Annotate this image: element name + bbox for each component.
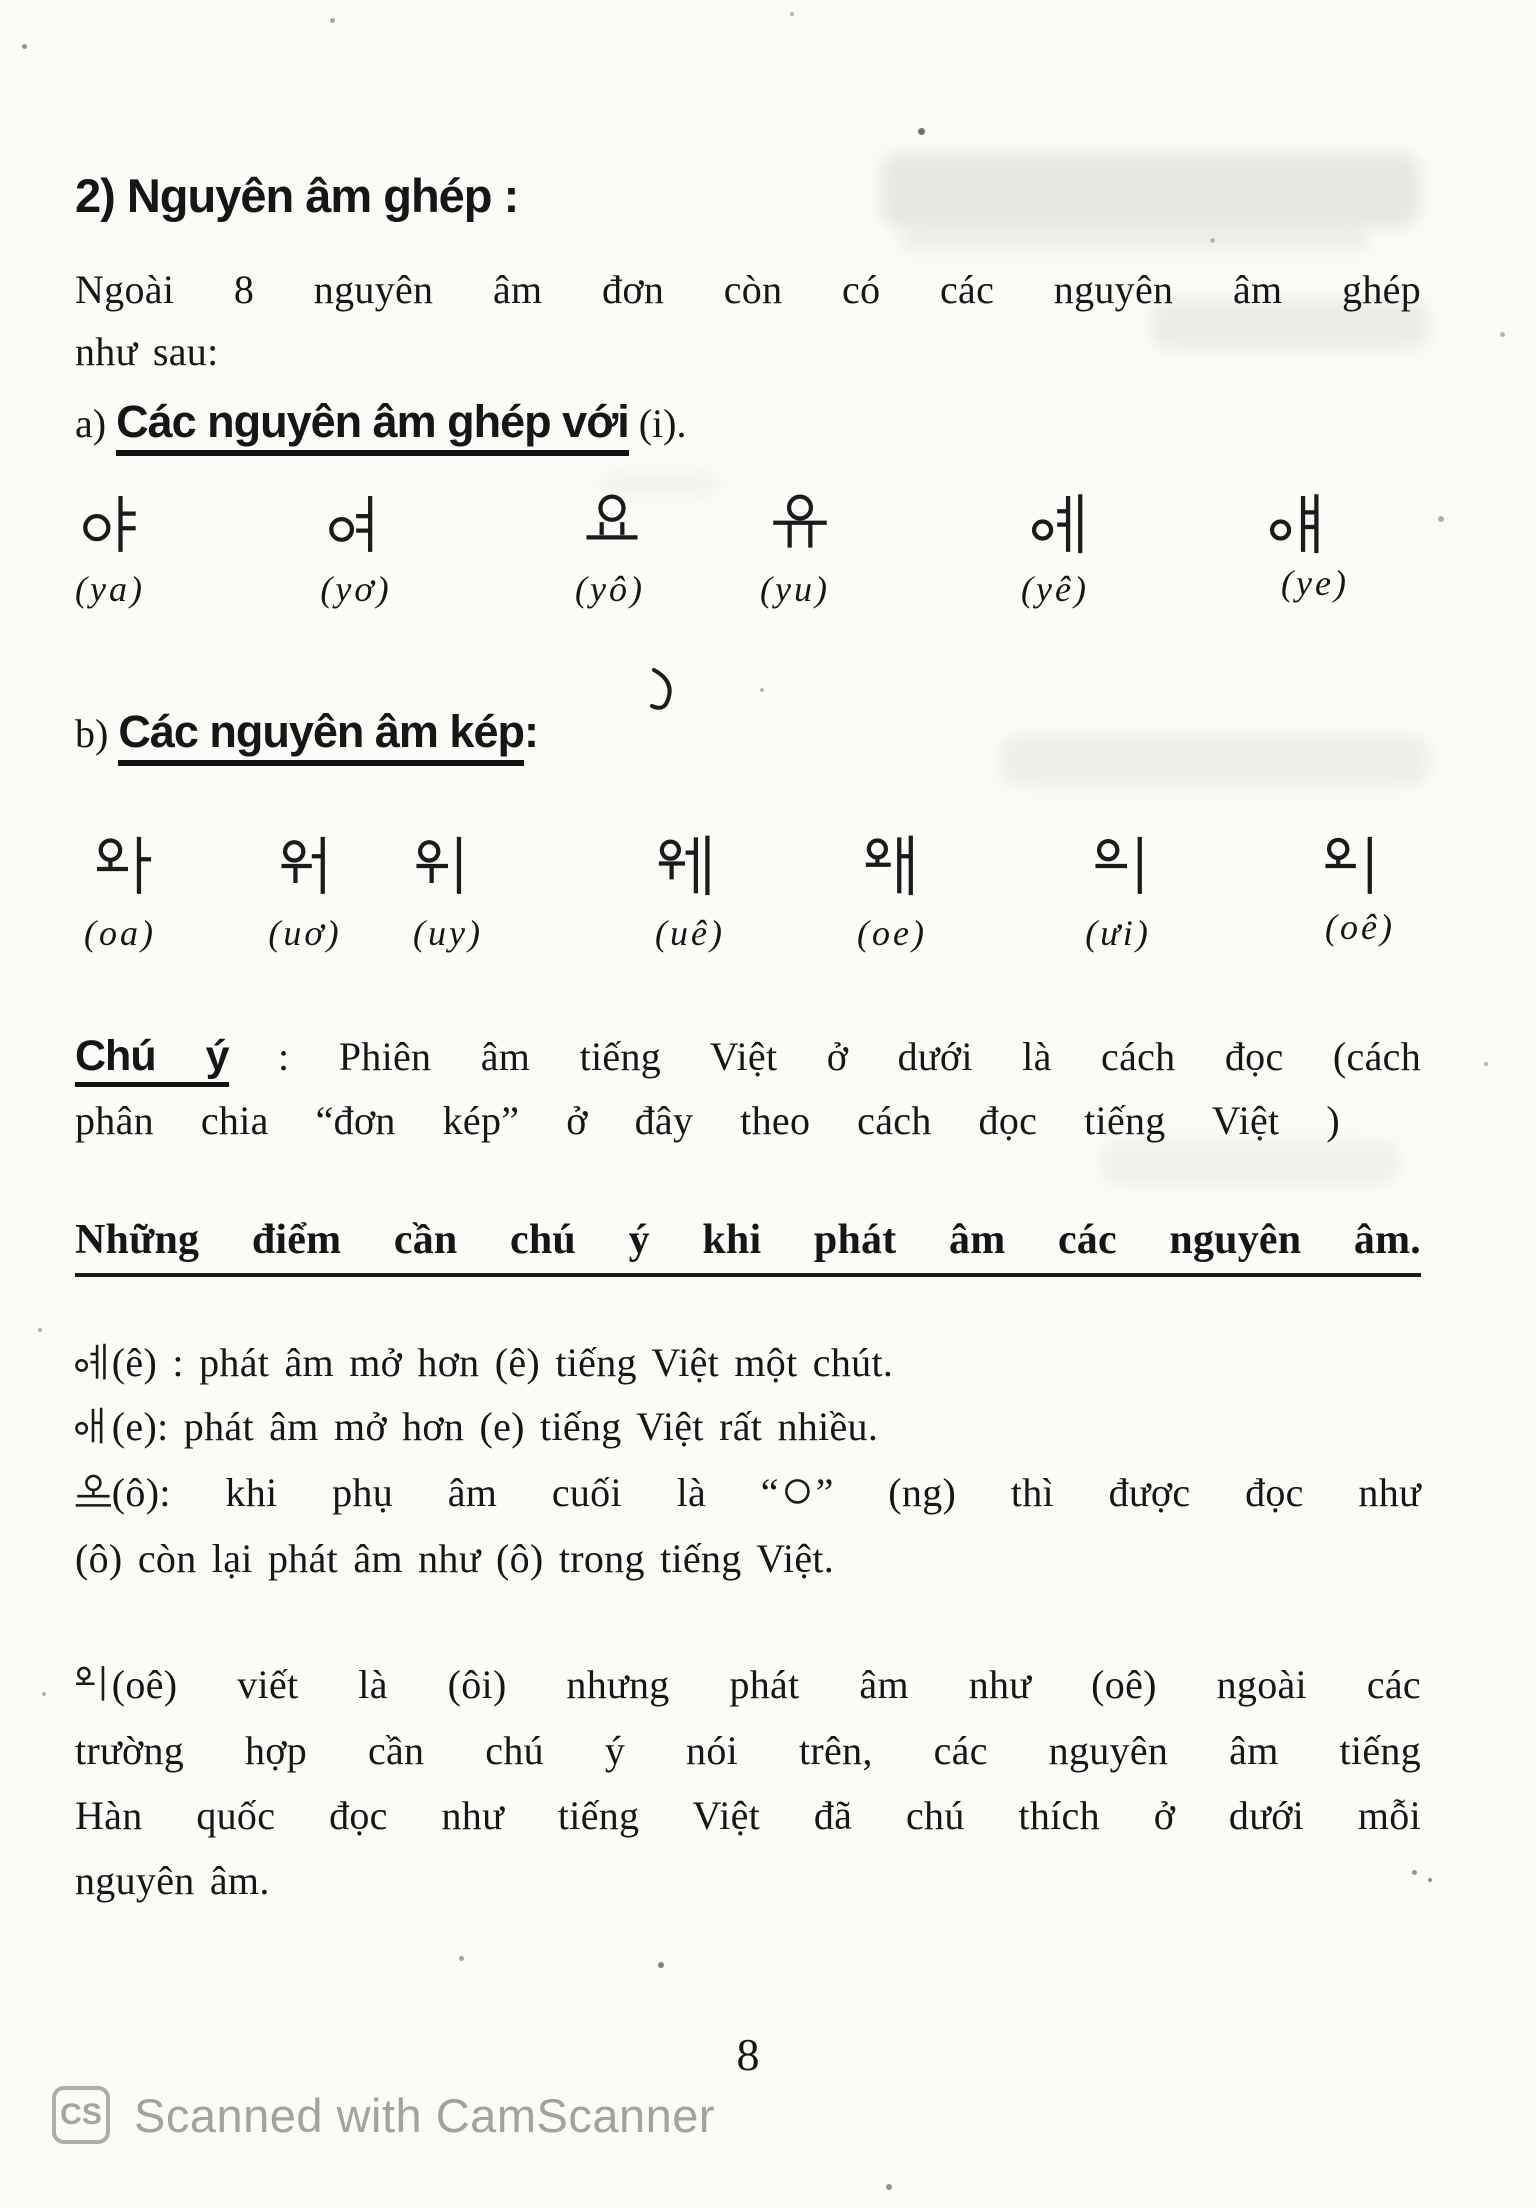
reading-label: (uê) bbox=[655, 913, 725, 953]
point-line: (ê) : phát âm mở hơn (ê) tiếng Việt một chút. bbox=[75, 1338, 1421, 1388]
hangul-syllable bbox=[658, 830, 719, 906]
intro-line: Ngoài 8 nguyên âm đơn còn có các nguyên âm ghép bbox=[75, 267, 1421, 312]
paper-speck bbox=[1484, 1062, 1488, 1066]
section-a-title: Các nguyên âm ghép với bbox=[116, 396, 629, 456]
point-line: (ô): khi phụ âm cuối là “ ” (ng) thì được đọc như bbox=[75, 1468, 1421, 1518]
paper-speck bbox=[459, 1956, 464, 1961]
hangul-syllable bbox=[865, 830, 926, 906]
reading-label: (yê) bbox=[1021, 569, 1089, 609]
paper-speck bbox=[790, 12, 794, 16]
paper-speck bbox=[1500, 332, 1505, 337]
paper-speck bbox=[1428, 1878, 1432, 1882]
paper-speck bbox=[760, 688, 764, 692]
reading-label: (ye) bbox=[1281, 563, 1349, 603]
intro-line: như sau: bbox=[75, 329, 219, 374]
closing-line: trường hợp cần chú ý nói trên, các nguyên âm tiếng bbox=[75, 1728, 1421, 1773]
hangul-glyph bbox=[280, 835, 341, 896]
hangul-glyph bbox=[1324, 835, 1385, 896]
paper-speck bbox=[38, 1328, 42, 1332]
reading-label: (ya) bbox=[75, 569, 145, 609]
hangul-glyph bbox=[582, 493, 643, 554]
hangul-glyph bbox=[75, 1343, 112, 1380]
pronunciation-subheading: Những điểm cần chú ý khi phát âm các nguyên âm. bbox=[75, 1216, 1421, 1277]
hangul-syllable bbox=[328, 488, 389, 564]
hangul-glyph bbox=[75, 1407, 112, 1444]
paper-speck bbox=[330, 18, 335, 23]
hangul-syllable bbox=[1270, 488, 1331, 564]
camscanner-watermark bbox=[52, 2086, 715, 2144]
paper-speck bbox=[1210, 238, 1215, 243]
note-text: : Phiên âm tiếng Việt ở dưới là cách đọc (cách bbox=[277, 1034, 1421, 1079]
camscanner-logo-icon: CS bbox=[52, 2086, 110, 2144]
hangul-syllable bbox=[82, 488, 143, 564]
hangul-glyph bbox=[1094, 835, 1155, 896]
reading-label: (oe) bbox=[857, 913, 927, 953]
hangul-syllable bbox=[280, 830, 341, 906]
watermark-text: Scanned with CamScanner bbox=[134, 2088, 716, 2142]
closing-line: (oê) viết là (ôi) nhưng phát âm như (oê) ngoài các bbox=[75, 1660, 1421, 1710]
hangul-syllable bbox=[582, 488, 643, 564]
hangul-glyph bbox=[770, 493, 831, 554]
closing-line: Hàn quốc đọc như tiếng Việt đã chú thích ở dưới mỗi bbox=[75, 1793, 1421, 1838]
reading-label: (oa) bbox=[84, 913, 156, 953]
page-number: 8 bbox=[736, 2029, 760, 2080]
paper-speck bbox=[1412, 1870, 1417, 1875]
paper-speck bbox=[22, 44, 27, 49]
hangul-syllable bbox=[415, 830, 476, 906]
reading-label: (uơ) bbox=[268, 913, 342, 953]
reading-label: (yu) bbox=[760, 569, 830, 609]
hangul-glyph bbox=[415, 835, 476, 896]
hangul-syllable bbox=[1324, 830, 1385, 906]
reading-label: (oê) bbox=[1325, 907, 1395, 947]
hangul-syllable bbox=[770, 488, 831, 564]
reading-label: (ưi) bbox=[1085, 913, 1151, 953]
hangul-glyph bbox=[82, 493, 143, 554]
paper-speck bbox=[886, 2184, 892, 2190]
section-a-heading bbox=[75, 396, 1421, 448]
reading-label: (yô) bbox=[575, 569, 645, 609]
hangul-glyph bbox=[1270, 493, 1331, 554]
hangul-glyph bbox=[779, 1473, 816, 1510]
section-a-prefix: a) bbox=[75, 401, 107, 446]
note-paragraph-line bbox=[75, 1030, 1421, 1084]
hangul-glyph bbox=[75, 1473, 112, 1510]
paper-speck bbox=[658, 1962, 664, 1968]
note-paragraph-line: phân chia “đơn kép” ở đây theo cách đọc tiếng Việt ) bbox=[75, 1098, 1340, 1143]
hangul-glyph bbox=[95, 835, 156, 896]
note-label: Chú ý bbox=[75, 1032, 229, 1087]
hangul-syllable bbox=[1032, 488, 1093, 564]
hangul-syllable bbox=[1094, 830, 1155, 906]
paper-speck bbox=[1438, 516, 1444, 522]
hangul-syllable bbox=[95, 830, 156, 906]
hangul-glyph bbox=[75, 1665, 112, 1702]
reading-label: (yơ) bbox=[320, 569, 392, 609]
section-b-suffix: : bbox=[523, 706, 539, 757]
ink-bleed-ghost bbox=[1100, 1140, 1400, 1186]
section-a-suffix: (i). bbox=[638, 401, 687, 446]
hangul-glyph bbox=[1032, 493, 1093, 554]
hangul-glyph bbox=[865, 835, 926, 896]
ink-bleed-ghost bbox=[900, 228, 1370, 252]
section-b-prefix: b) bbox=[75, 711, 109, 756]
section-b-heading bbox=[75, 706, 1421, 758]
paper-speck bbox=[42, 1692, 46, 1696]
section-b-title: Các nguyên âm kép bbox=[118, 706, 524, 766]
reading-label: (uy) bbox=[413, 913, 483, 953]
point-line: (e): phát âm mở hơn (e) tiếng Việt rất nhiều. bbox=[75, 1402, 1421, 1452]
paper-speck bbox=[918, 128, 925, 135]
page-title: 2) Nguyên âm ghép : bbox=[75, 169, 519, 222]
closing-line: nguyên âm. bbox=[75, 1858, 270, 1903]
hangul-glyph bbox=[328, 493, 389, 554]
hangul-glyph bbox=[658, 835, 719, 896]
point-line: (ô) còn lại phát âm như (ô) trong tiếng Việt. bbox=[75, 1536, 835, 1581]
